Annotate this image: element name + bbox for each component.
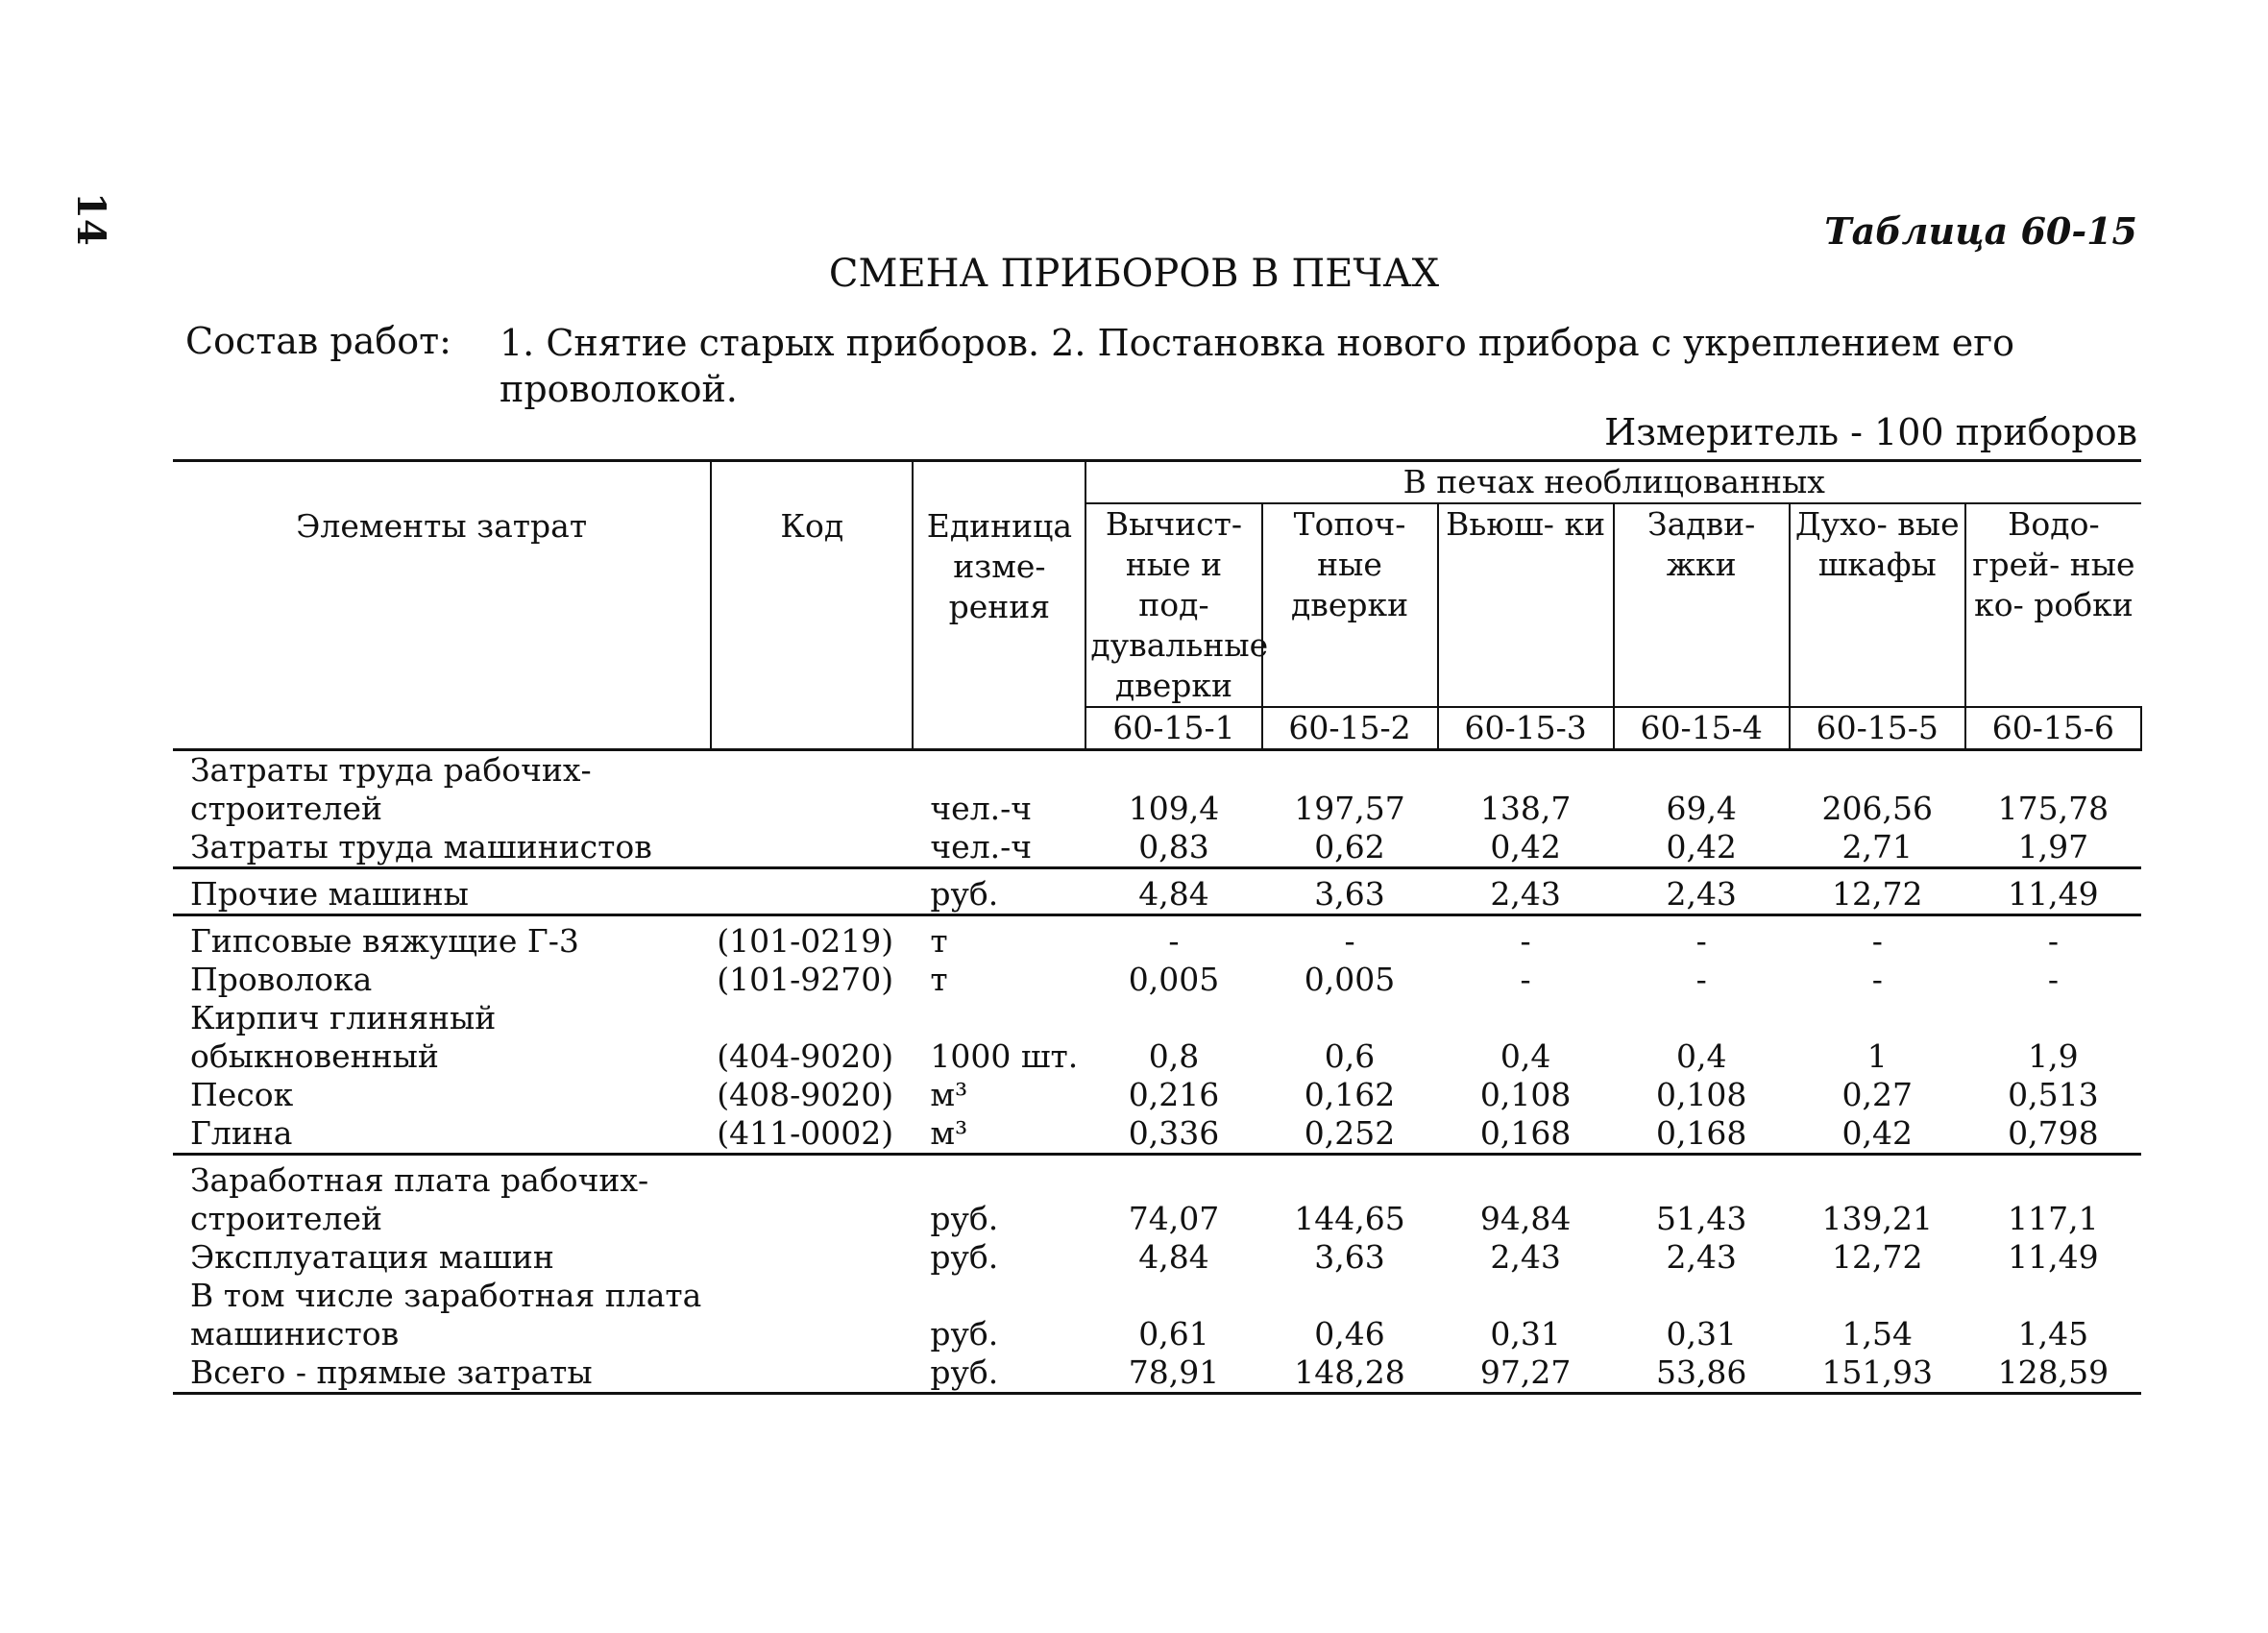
- row-value: 0,6: [1324, 1037, 1376, 1075]
- row-unit: т: [930, 922, 948, 960]
- table-row: [173, 828, 2141, 868]
- row-name: Всего - прямые затраты: [173, 1353, 711, 1394]
- row-value: 74,07: [1128, 1200, 1220, 1237]
- row-unit: чел.-ч: [913, 828, 1085, 868]
- table-row: [173, 868, 2141, 915]
- row-value: -: [1344, 922, 1355, 960]
- row-value: 53,86: [1614, 1353, 1790, 1394]
- row-value: 11,49: [1965, 868, 2141, 915]
- header-group: В печах необлицованных: [1085, 461, 2141, 504]
- row-value: 3,63: [1262, 868, 1438, 915]
- row-value: 12,72: [1832, 1238, 1923, 1276]
- row-value: 0,168: [1614, 1114, 1790, 1155]
- row-code: [711, 1155, 913, 1239]
- row-value: 0,513: [2008, 1076, 2099, 1113]
- row-value: 0,108: [1479, 1076, 1572, 1113]
- row-value: -: [1695, 961, 1707, 998]
- row-name: Гипсовые вяжущие Г-3: [190, 922, 579, 960]
- row-name: Кирпич глиняный обыкновенный: [190, 999, 497, 1075]
- row-value: 69,4: [1666, 790, 1737, 827]
- row-name: Эксплуатация машин: [190, 1238, 554, 1276]
- row-code: (404-9020): [717, 1037, 894, 1075]
- row-name: Заработная плата рабочих-строителей: [190, 1161, 649, 1237]
- row-value: 1,97: [1965, 828, 2141, 868]
- row-value: -: [2047, 961, 2059, 998]
- row-value: 0,336: [1085, 1114, 1261, 1155]
- page-number: 14: [68, 192, 113, 246]
- row-name: Глина: [173, 1114, 711, 1155]
- row-value: 97,27: [1438, 1353, 1614, 1394]
- row-value: 12,72: [1790, 868, 1965, 915]
- row-code: [711, 828, 913, 868]
- table-row: [173, 999, 2141, 1076]
- header-column: Вычист- ные и под- дувальные дверки: [1085, 503, 1261, 707]
- row-value: 0,42: [1438, 828, 1614, 868]
- row-value: 0,8: [1148, 1037, 1200, 1075]
- row-unit: руб.: [930, 1238, 999, 1276]
- row-unit: чел.-ч: [930, 790, 1033, 827]
- row-unit: руб.: [913, 1353, 1085, 1394]
- row-value: 0,31: [1490, 1315, 1561, 1353]
- header-code-cell: 60-15-3: [1438, 707, 1614, 750]
- cost-table: [173, 459, 2142, 1395]
- table-row: [173, 915, 2141, 962]
- row-value: 109,4: [1128, 790, 1220, 827]
- row-code: (411-0002): [711, 1114, 913, 1155]
- row-value: 78,91: [1085, 1353, 1261, 1394]
- row-value: -: [2047, 922, 2059, 960]
- row-value: -: [1695, 922, 1707, 960]
- row-code: (101-9270): [717, 961, 894, 998]
- header-code-cell: 60-15-1: [1085, 707, 1261, 750]
- row-value: 144,65: [1294, 1200, 1405, 1237]
- row-value: 0,61: [1138, 1315, 1209, 1353]
- row-value: 128,59: [1965, 1353, 2141, 1394]
- row-value: -: [1168, 922, 1180, 960]
- row-value: 4,84: [1085, 868, 1261, 915]
- row-value: 0,005: [1304, 961, 1396, 998]
- row-value: 151,93: [1790, 1353, 1965, 1394]
- measure-unit: Измеритель - 100 приборов: [1604, 411, 2137, 453]
- row-value: -: [1520, 922, 1531, 960]
- table-row: [173, 1114, 2141, 1155]
- header-column: Вьюш- ки: [1438, 503, 1614, 707]
- table-row: [173, 1076, 2141, 1114]
- table-id: Таблица 60-15: [1824, 209, 2137, 253]
- table-row: [173, 1155, 2141, 1239]
- row-value: 0,005: [1128, 961, 1220, 998]
- row-value: 1: [1866, 1037, 1888, 1075]
- row-value: 1,45: [2017, 1315, 2089, 1353]
- row-unit: м³: [913, 1114, 1085, 1155]
- header-elements: Элементы затрат: [173, 461, 711, 708]
- row-value: 0,162: [1304, 1076, 1396, 1113]
- row-value: 2,43: [1438, 868, 1614, 915]
- work-composition-label: Состав работ:: [185, 320, 451, 362]
- row-unit: руб.: [913, 868, 1085, 915]
- row-value: 2,43: [1614, 868, 1790, 915]
- row-code: [711, 1353, 913, 1394]
- row-value: 0,108: [1655, 1076, 1747, 1113]
- row-name: Песок: [190, 1076, 294, 1113]
- table-row: [173, 1353, 2141, 1394]
- row-unit: руб.: [930, 1200, 999, 1237]
- row-value: -: [1520, 961, 1531, 998]
- row-value: 11,49: [2008, 1238, 2099, 1276]
- row-unit: т: [930, 961, 948, 998]
- header-unit: Единица изме- рения: [913, 461, 1085, 708]
- row-name: Затраты труда рабочих-строителей: [190, 751, 592, 827]
- row-unit: 1000 шт.: [930, 1037, 1079, 1075]
- row-value: 0,42: [1614, 828, 1790, 868]
- header-code: Код: [711, 461, 913, 708]
- row-value: 0,4: [1500, 1037, 1551, 1075]
- row-value: 0,798: [1965, 1114, 2141, 1155]
- row-code: [711, 1238, 913, 1277]
- row-code: (101-0219): [717, 922, 894, 960]
- header-code-cell: 60-15-4: [1614, 707, 1790, 750]
- row-value: 94,84: [1479, 1200, 1572, 1237]
- page-title: СМЕНА ПРИБОРОВ В ПЕЧАХ: [828, 252, 1440, 296]
- row-value: 138,7: [1479, 790, 1572, 827]
- row-value: 0,42: [1790, 1114, 1965, 1155]
- row-value: 0,27: [1841, 1076, 1914, 1113]
- header-code-cell: 60-15-6: [1965, 707, 2141, 750]
- row-value: 0,4: [1675, 1037, 1727, 1075]
- row-name: Прочие машины: [173, 868, 711, 915]
- row-value: 0,31: [1666, 1315, 1737, 1353]
- row-unit: м³: [930, 1076, 968, 1113]
- row-value: 0,83: [1085, 828, 1261, 868]
- row-value: 0,62: [1262, 828, 1438, 868]
- row-value: 139,21: [1821, 1200, 1933, 1237]
- table-row: [173, 750, 2141, 829]
- row-value: 2,43: [1490, 1238, 1561, 1276]
- row-value: 2,71: [1790, 828, 1965, 868]
- row-code: [711, 868, 913, 915]
- row-unit: руб.: [930, 1315, 999, 1353]
- header-column: Топоч- ные дверки: [1262, 503, 1438, 707]
- row-value: 1,54: [1841, 1315, 1914, 1353]
- row-name: Затраты труда машинистов: [173, 828, 711, 868]
- header-column: Задви- жки: [1614, 503, 1790, 707]
- row-value: 206,56: [1821, 790, 1933, 827]
- row-value: -: [1871, 922, 1883, 960]
- row-value: 51,43: [1655, 1200, 1747, 1237]
- row-value: 175,78: [1997, 790, 2109, 827]
- cost-table-container: [173, 459, 2142, 1395]
- row-value: -: [1871, 961, 1883, 998]
- header-column: Духо- вые шкафы: [1790, 503, 1965, 707]
- row-name: Проволока: [190, 961, 373, 998]
- row-value: 4,84: [1138, 1238, 1209, 1276]
- row-value: 2,43: [1666, 1238, 1737, 1276]
- row-value: 117,1: [2008, 1200, 2099, 1237]
- row-code: (408-9020): [717, 1076, 894, 1113]
- header-column: Водо- грей- ные ко- робки: [1965, 503, 2141, 707]
- row-value: 0,216: [1128, 1076, 1220, 1113]
- row-value: 3,63: [1314, 1238, 1385, 1276]
- row-value: 197,57: [1294, 790, 1405, 827]
- table-row: [173, 1277, 2141, 1353]
- header-code-cell: 60-15-2: [1262, 707, 1438, 750]
- header-code-cell: 60-15-5: [1790, 707, 1965, 750]
- row-code: [711, 1277, 913, 1353]
- row-name: В том числе заработная плата машинистов: [190, 1277, 702, 1353]
- row-value: 0,252: [1262, 1114, 1438, 1155]
- row-value: 0,46: [1314, 1315, 1385, 1353]
- row-value: 0,168: [1438, 1114, 1614, 1155]
- row-value: 1,9: [2028, 1037, 2079, 1075]
- row-value: 148,28: [1262, 1353, 1438, 1394]
- table-row: [173, 1238, 2141, 1277]
- table-row: [173, 961, 2141, 999]
- row-code: [711, 750, 913, 829]
- work-composition-text: 1. Снятие старых приборов. 2. Постановка нового прибора с укреплением его проволокой.: [500, 322, 2014, 410]
